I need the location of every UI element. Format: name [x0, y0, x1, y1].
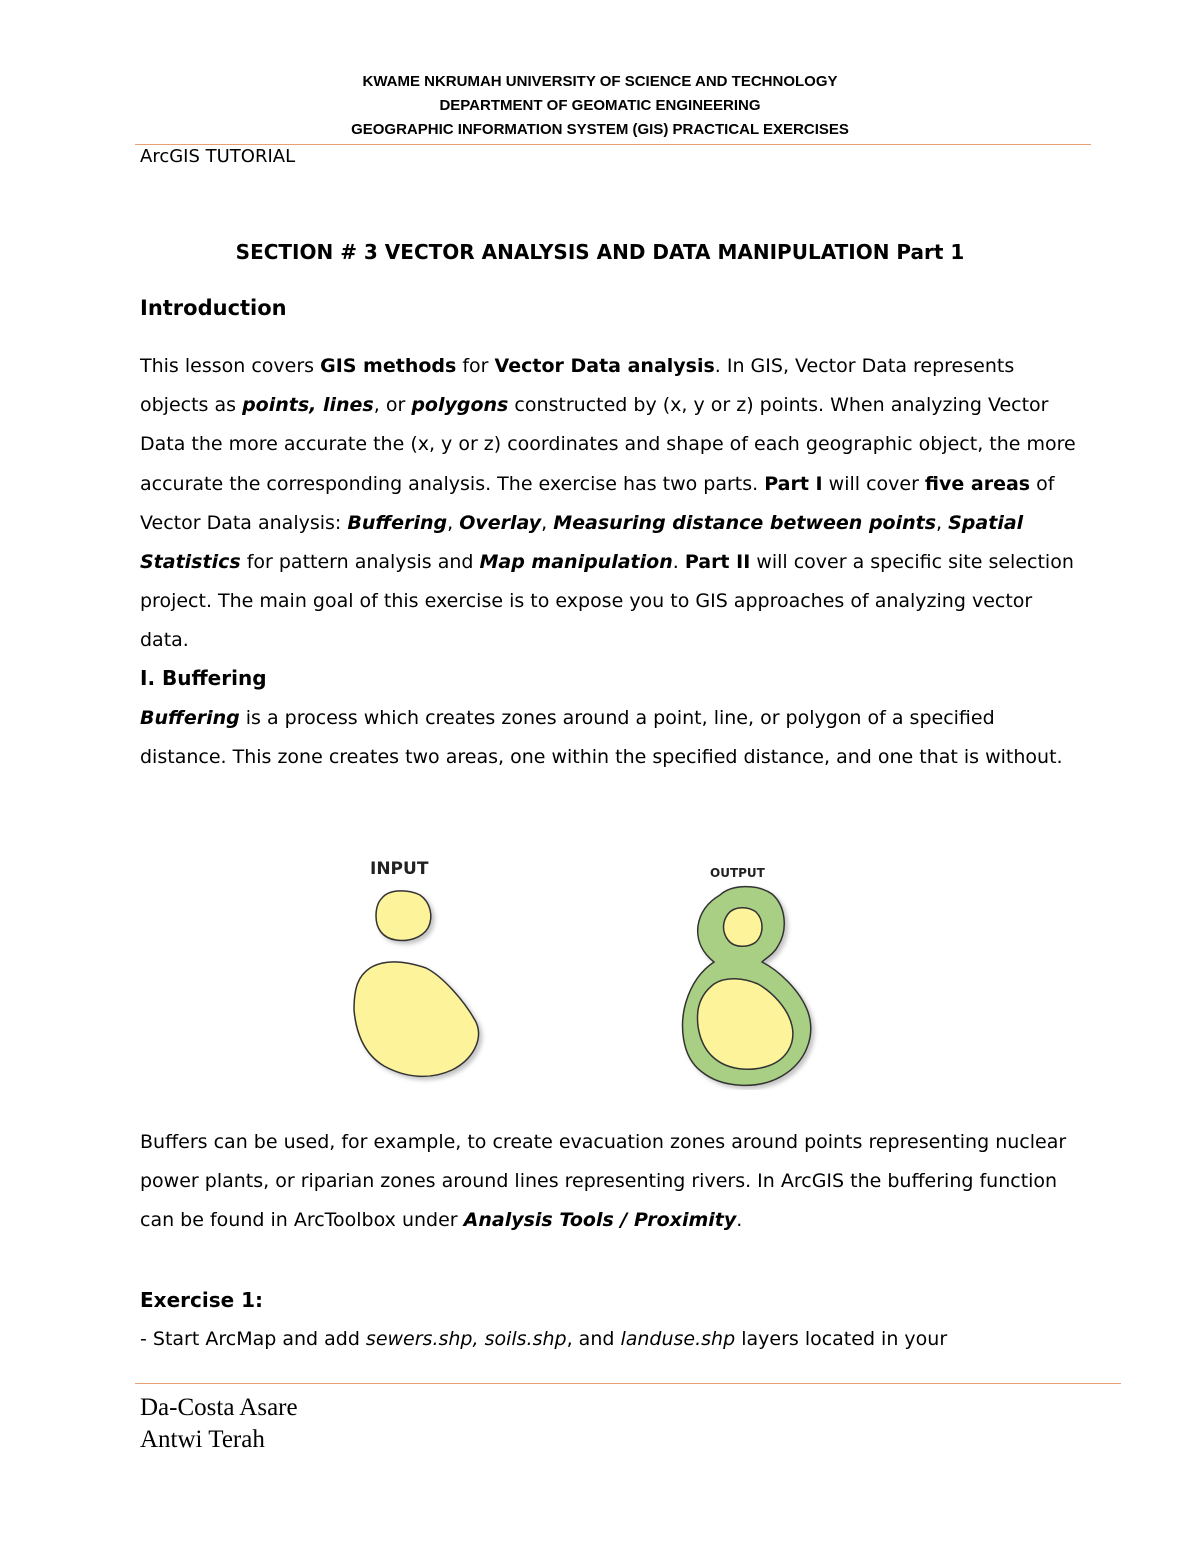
footer-author-2: Antwi Terah: [140, 1426, 265, 1453]
tutorial-label: ArcGIS TUTORIAL: [140, 146, 296, 167]
output-label: OUTPUT: [710, 866, 765, 880]
header-rule: [135, 144, 1091, 145]
buffers-usage-paragraph: Buffers can be used, for example, to create evacuation zones around points representing nuclear power plants, or riparian zones around lines representing rivers. In ArcGIS the buffering function can be found in ArcToolbox under Analysis Tools / Proximity.: [140, 1131, 1067, 1232]
input-large-polygon: [354, 962, 479, 1076]
intro-heading: Introduction: [140, 296, 287, 320]
header-university: KWAME NKRUMAH UNIVERSITY OF SCIENCE AND TECHNOLOGY: [362, 73, 838, 90]
buffer-figure: [330, 850, 850, 1090]
header-department: DEPARTMENT OF GEOMATIC ENGINEERING: [439, 97, 761, 114]
exercise-heading: Exercise 1:: [140, 1288, 264, 1312]
output-small-polygon: [724, 908, 763, 947]
footer-rule: [135, 1383, 1121, 1384]
input-small-polygon: [376, 891, 431, 941]
buffering-paragraph: Buffering is a process which creates zones around a point, line, or polygon of a specified distance. This zone creates two areas, one within the specified distance, and one that is without.: [140, 707, 1063, 769]
section-title: SECTION # 3 VECTOR ANALYSIS AND DATA MANIPULATION Part 1: [235, 240, 965, 264]
exercise-paragraph: - Start ArcMap and add sewers.shp, soils.shp, and landuse.shp layers located in your: [140, 1328, 948, 1350]
buffering-heading: I. Buffering: [140, 666, 267, 690]
input-label: INPUT: [370, 859, 429, 879]
intro-paragraph: This lesson covers GIS methods for Vector Data analysis. In GIS, Vector Data represents objects as points, lines, or polygons constructed by (x, y or z) points. When analyzing Vector Data the more accurate the (x, y or z) coordinates and shape of each geographic object, the more accurate the corresponding analysis. The exercise has two parts. Part I will cover five areas of Vector Data analysis: Buffering, Overlay, Measuring distance between points, Spatial Statistics for pattern analysis and Map manipulation. Part II will cover a specific site selection project. The main goal of this exercise is to expose you to GIS approaches of analyzing vector data.: [140, 355, 1076, 652]
header-course: GEOGRAPHIC INFORMATION SYSTEM (GIS) PRACTICAL EXERCISES: [351, 121, 849, 138]
footer-author-1: Da-Costa Asare: [140, 1394, 298, 1421]
